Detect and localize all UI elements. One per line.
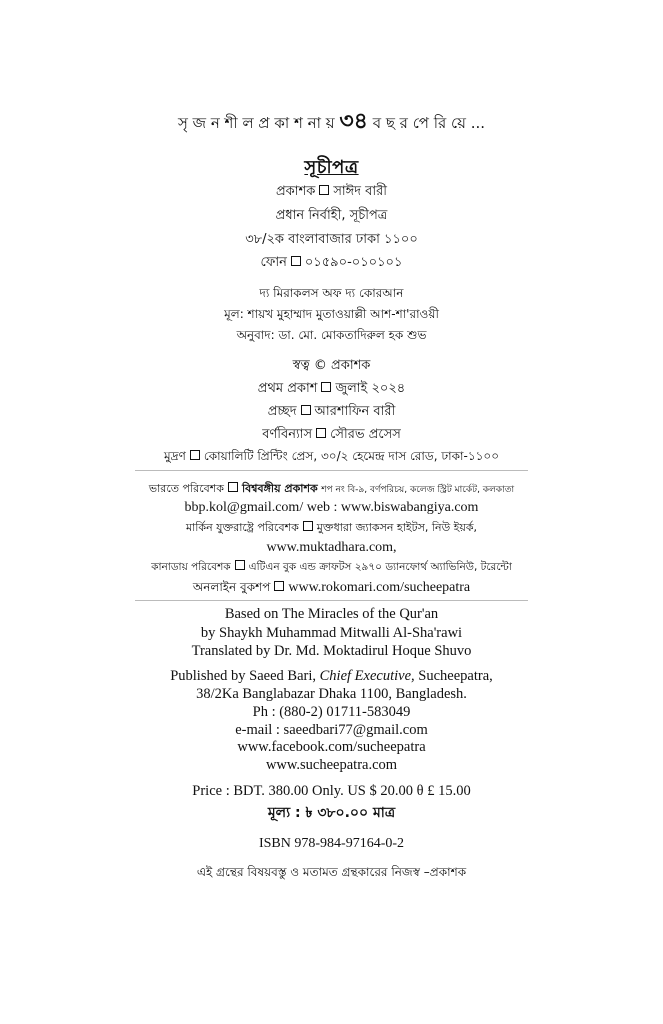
publisher-role: প্রধান নির্বাহী, সূচীপত্র [275,208,388,223]
print-credit [0,448,663,468]
published-prefix: Published by Saeed Bari, [170,668,320,684]
box-icon [235,560,245,570]
divider [135,600,528,601]
publisher-label: প্রকাশক [275,184,316,199]
publisher-name: সাঈদ বারী [333,184,388,199]
first-edition [0,379,663,400]
based-on: Based on The Miracles of the Qur'an [224,606,439,622]
india-value: বিশ্ববঙ্গীয় প্রকাশক [241,482,318,495]
typeset-value: সৌরভ প্রসেস [330,427,401,442]
usa-distributor [0,519,663,538]
india-address: শপ নং বি-৯, বর্ণপরিচয়, কলেজ স্ট্রিট মার্কেট, কলকাতা [321,485,515,495]
price-english: Price : BDT. 380.00 Only. US $ 20.00 θ £ 15.00 [192,783,471,799]
usa-value: মুক্তধারা জ্যাকসন হাইটস, নিউ ইয়র্ক, [316,521,478,534]
box-icon [228,482,238,492]
publisher-logo: সূচীপত্র [304,157,359,178]
book-author: মূল: শায়খ মুহাম্মাদ মুতাওয়াল্লী আশ-শা'রাওয়ী [224,307,439,321]
usa-label: মার্কিন যুক্তরাষ্ট্রে পরিবেশক [185,521,299,534]
online-shop [0,579,663,599]
typeset-credit [0,425,663,446]
phone-value: ০১৫৯০-০১০১০১ [304,255,403,270]
box-icon [321,382,331,392]
box-icon [190,450,200,460]
online-label: অনলাইন বুকশপ [192,580,271,594]
first-edition-label: প্রথম প্রকাশ [257,381,318,396]
publisher-address-en: 38/2Ka Banglabazar Dhaka 1100, Bangladesh. [196,686,467,702]
box-icon [319,185,329,195]
india-label: ভারতে পরিবেশক [148,482,224,495]
publisher-facebook: www.facebook.com/sucheepatra [237,739,426,755]
isbn: ISBN 978-984-97164-0-2 [258,836,405,851]
tagline-prefix: সৃ জ ন শী ল প্র কা শ না য় [177,114,335,132]
publisher-email: e-mail : saeedbari77@gmail.com [235,722,428,738]
published-suffix: Sucheepatra, [414,668,493,684]
original-author: by Shaykh Muhammad Mitwalli Al-Sha'rawi [200,625,463,641]
publisher-phone [0,253,663,274]
box-icon [301,405,311,415]
print-value: কোয়ালিটি প্রিন্টিং প্রেস, ৩০/২ হেমেন্দ্র দাস রোড, ঢাকা-১১০০ [203,449,500,463]
box-icon [291,256,301,266]
tagline [0,104,663,141]
published-by [0,668,663,685]
canada-distributor [0,560,663,577]
book-title: দ্য মিরাকলস অফ দ্য কোরআন [259,286,404,300]
usa-web: www.muktadhara.com, [266,540,397,555]
publisher-website: www.sucheepatra.com [265,757,398,773]
translated-by: Translated by Dr. Md. Moktadirul Hoque Shuvo [191,643,472,659]
publisher-phone-en: Ph : (880-2) 01711-583049 [252,704,411,720]
phone-label: ফোন [260,255,287,270]
box-icon [316,428,326,438]
first-edition-value: জুলাই ২০২৪ [335,381,406,396]
typeset-label: বর্ণবিন্যাস [262,427,313,442]
publisher-line [0,182,663,203]
disclaimer: এই গ্রন্থের বিষয়বস্তু ও মতামত গ্রন্থকারের নিজস্ব –প্রকাশক [196,865,467,879]
cover-credit [0,402,663,423]
box-icon [303,521,313,531]
print-label: মুদ্রণ [163,449,186,463]
copyright: স্বত্ব © প্রকাশক [292,358,371,373]
box-icon [274,581,284,591]
online-url: www.rokomari.com/sucheepatra [288,580,471,595]
divider [135,470,528,471]
cover-value: আরশাফিন বারী [314,404,396,419]
book-translator: অনুবাদ: ডা. মো. মোকতাদিরুল হক শুভ [236,328,427,342]
india-distributor [0,480,663,499]
price-bangla: মূল্য : ৳ ৩৮০.০০ মাত্র [267,805,396,821]
published-role: Chief Executive, [319,668,415,684]
publisher-address: ৩৮/২ক বাংলাবাজার ঢাকা ১১০০ [245,232,418,247]
tagline-suffix: ব ছ র পে রি য়ে ... [372,114,486,132]
tagline-years: ৩৪ [339,109,368,134]
cover-label: প্রচ্ছদ [267,404,297,419]
india-web: bbp.kol@gmail.com/ web : www.biswabangiya.com [184,500,479,515]
canada-label: কানাডায় পরিবেশক [151,561,231,573]
canada-value: এটিএন বুক এন্ড ক্রাফটস ২৯৭০ ড্যানফোর্থ অ্যাভিনিউ, টরেন্টো [248,561,512,573]
